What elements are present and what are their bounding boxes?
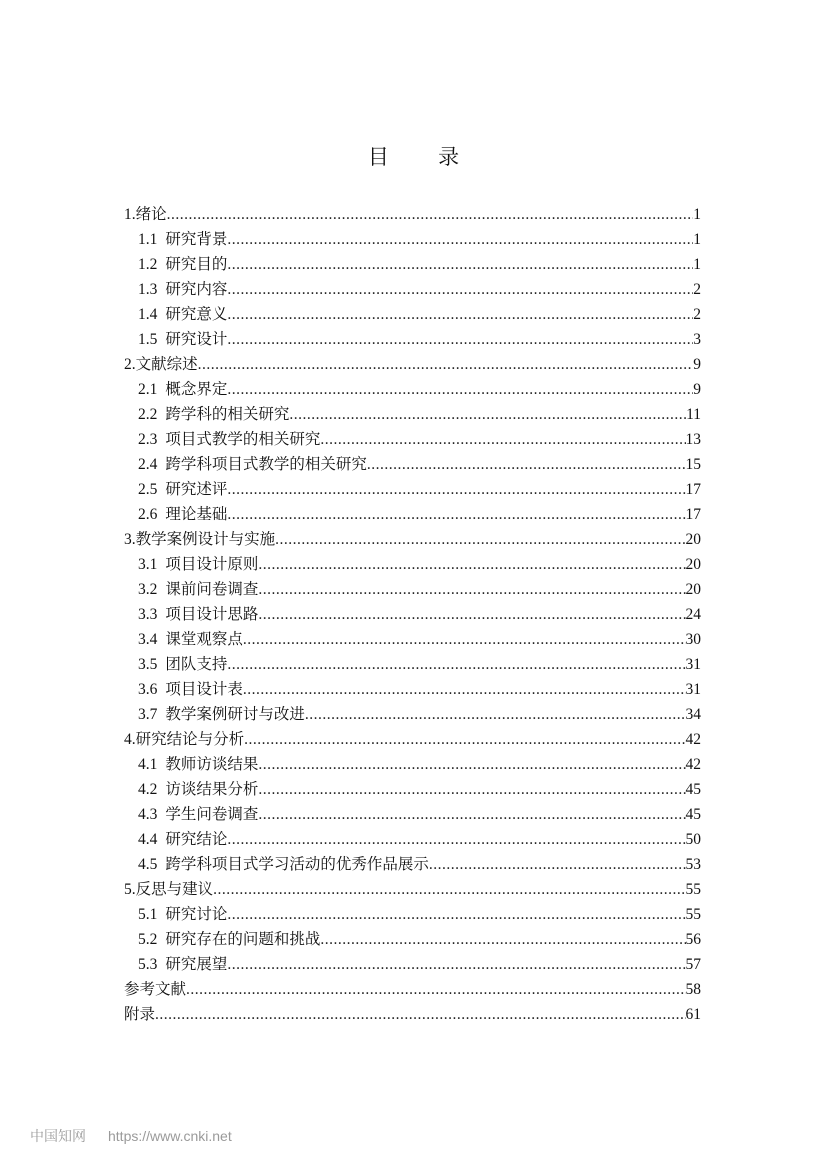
toc-entry-title: 项目设计表 bbox=[165, 681, 243, 698]
toc-dot-leader bbox=[227, 327, 693, 352]
toc-entry[interactable] bbox=[124, 727, 701, 752]
toc-entry-title: 4.研究结论与分析 bbox=[124, 731, 245, 748]
toc-entry[interactable] bbox=[124, 977, 701, 1002]
toc-entry-page: 55 bbox=[685, 881, 701, 898]
toc-dot-leader bbox=[258, 577, 685, 602]
footer-watermark bbox=[30, 1126, 232, 1146]
toc-dot-leader bbox=[258, 602, 685, 627]
toc-entry[interactable] bbox=[124, 802, 701, 827]
toc-dot-leader bbox=[167, 202, 694, 227]
toc-entry-label bbox=[138, 402, 289, 427]
toc-entry[interactable] bbox=[124, 627, 701, 652]
toc-entry-page: 9 bbox=[693, 381, 701, 398]
toc-entry-label bbox=[138, 852, 429, 877]
toc-entry-title: 项目设计思路 bbox=[165, 606, 259, 623]
toc-entry-label bbox=[124, 202, 167, 227]
toc-dot-leader bbox=[227, 652, 685, 677]
toc-dot-leader bbox=[320, 927, 685, 952]
toc-entry-label bbox=[124, 1002, 155, 1027]
toc-entry[interactable] bbox=[124, 252, 701, 277]
toc-entry-title: 研究设计 bbox=[165, 331, 228, 348]
toc-entry-title: 附录 bbox=[124, 1006, 156, 1023]
toc-entry-page: 17 bbox=[685, 506, 701, 523]
toc-entry-label bbox=[138, 652, 227, 677]
toc-entry[interactable] bbox=[124, 427, 701, 452]
toc-entry-label bbox=[138, 927, 320, 952]
toc-entry-title: 研究目的 bbox=[165, 256, 228, 273]
toc-entry-number: 2.4 bbox=[138, 456, 158, 473]
toc-entry-page: 42 bbox=[685, 756, 701, 773]
toc-entry-number: 1.5 bbox=[138, 331, 158, 348]
toc-entry-title: 研究展望 bbox=[165, 956, 228, 973]
page-title: 目 录 bbox=[367, 145, 482, 169]
toc-entry[interactable] bbox=[124, 552, 701, 577]
toc-dot-leader bbox=[227, 477, 685, 502]
toc-entry-number: 4.4 bbox=[138, 831, 158, 848]
toc-entry-page: 34 bbox=[685, 706, 701, 723]
toc-entry-label bbox=[138, 577, 258, 602]
toc-entry-page: 3 bbox=[693, 331, 701, 348]
toc-entry-label bbox=[138, 902, 227, 927]
toc-entry-number: 2.5 bbox=[138, 481, 158, 498]
toc-entry-title: 2.文献综述 bbox=[124, 356, 198, 373]
toc-dot-leader bbox=[258, 777, 685, 802]
toc-entry-title: 研究意义 bbox=[165, 306, 228, 323]
toc-entry-label bbox=[138, 802, 258, 827]
footer-url[interactable]: https://www.cnki.net bbox=[108, 1128, 232, 1144]
toc-entry[interactable] bbox=[124, 777, 701, 802]
toc-dot-leader bbox=[227, 252, 693, 277]
toc-entry-page: 20 bbox=[685, 556, 701, 573]
toc-entry[interactable] bbox=[124, 227, 701, 252]
toc-entry-page: 13 bbox=[685, 431, 701, 448]
toc-entry-title: 参考文献 bbox=[124, 981, 187, 998]
toc-entry-page: 20 bbox=[685, 531, 701, 548]
toc-entry-page: 50 bbox=[685, 831, 701, 848]
toc-entry[interactable] bbox=[124, 752, 701, 777]
toc-entry[interactable] bbox=[124, 577, 701, 602]
toc-entry-title: 项目设计原则 bbox=[165, 556, 259, 573]
toc-entry-number: 3.1 bbox=[138, 556, 158, 573]
toc-entry-number: 4.1 bbox=[138, 756, 158, 773]
toc-entry-page: 17 bbox=[685, 481, 701, 498]
toc-dot-leader bbox=[289, 402, 686, 427]
toc-dot-leader bbox=[429, 852, 686, 877]
toc-entry-title: 跨学科项目式教学的相关研究 bbox=[165, 456, 367, 473]
toc-entry-page: 15 bbox=[685, 456, 701, 473]
toc-entry-number: 3.3 bbox=[138, 606, 158, 623]
toc-dot-leader bbox=[275, 527, 685, 552]
toc-entry-page: 20 bbox=[685, 581, 701, 598]
toc-entry-number: 3.2 bbox=[138, 581, 158, 598]
toc-entry-number: 2.1 bbox=[138, 381, 158, 398]
toc-entry-number: 3.7 bbox=[138, 706, 158, 723]
toc-dot-leader bbox=[320, 427, 685, 452]
toc-entry-number: 2.3 bbox=[138, 431, 158, 448]
toc-entry-number: 5.1 bbox=[138, 906, 158, 923]
toc-entry-title: 课前问卷调查 bbox=[165, 581, 259, 598]
toc-entry-title: 研究述评 bbox=[165, 481, 228, 498]
toc-entry-number: 4.2 bbox=[138, 781, 158, 798]
toc-entry-title: 教师访谈结果 bbox=[165, 756, 259, 773]
toc-entry[interactable] bbox=[124, 827, 701, 852]
toc-entry-label bbox=[138, 777, 258, 802]
toc-dot-leader bbox=[227, 827, 685, 852]
toc-dot-leader bbox=[305, 702, 686, 727]
toc-entry-page: 11 bbox=[686, 406, 701, 423]
toc-dot-leader bbox=[243, 627, 686, 652]
toc-entry-label bbox=[138, 302, 227, 327]
toc-entry[interactable] bbox=[124, 452, 701, 477]
toc-entry-label bbox=[124, 527, 275, 552]
toc-entry-page: 53 bbox=[685, 856, 701, 873]
toc-entry[interactable] bbox=[124, 352, 701, 377]
toc-entry[interactable] bbox=[124, 677, 701, 702]
toc-entry-label bbox=[138, 252, 227, 277]
toc-dot-leader bbox=[227, 902, 685, 927]
toc-entry-page: 1 bbox=[693, 231, 701, 248]
toc-dot-leader bbox=[227, 302, 693, 327]
toc-dot-leader bbox=[244, 727, 685, 752]
toc-dot-leader bbox=[155, 1002, 685, 1027]
toc-entry[interactable] bbox=[124, 477, 701, 502]
toc-entry-label bbox=[138, 952, 227, 977]
toc-entry-page: 24 bbox=[685, 606, 701, 623]
toc-entry-page: 31 bbox=[685, 656, 701, 673]
toc-entry[interactable] bbox=[124, 302, 701, 327]
toc-dot-leader bbox=[258, 552, 685, 577]
toc-entry-page: 30 bbox=[685, 631, 701, 648]
toc-entry-title: 项目式教学的相关研究 bbox=[165, 431, 321, 448]
toc-entry-number: 1.4 bbox=[138, 306, 158, 323]
toc-entry-number: 3.4 bbox=[138, 631, 158, 648]
toc-entry-title: 1.绪论 bbox=[124, 206, 167, 223]
toc-entry-number: 4.5 bbox=[138, 856, 158, 873]
toc-entry-page: 45 bbox=[685, 806, 701, 823]
table-of-contents bbox=[124, 202, 701, 1027]
toc-entry-title: 跨学科项目式学习活动的优秀作品展示 bbox=[165, 856, 429, 873]
toc-entry-label bbox=[124, 977, 186, 1002]
toc-entry-title: 研究讨论 bbox=[165, 906, 228, 923]
toc-entry-number: 5.2 bbox=[138, 931, 158, 948]
toc-entry-number: 1.1 bbox=[138, 231, 158, 248]
toc-entry-label bbox=[124, 727, 244, 752]
toc-entry[interactable] bbox=[124, 527, 701, 552]
toc-entry-label bbox=[138, 502, 227, 527]
toc-entry-title: 理论基础 bbox=[165, 506, 228, 523]
toc-entry-label bbox=[124, 877, 213, 902]
toc-entry-number: 2.2 bbox=[138, 406, 158, 423]
toc-entry-title: 研究背景 bbox=[165, 231, 228, 248]
toc-entry-page: 1 bbox=[693, 206, 701, 223]
toc-entry-number: 5.3 bbox=[138, 956, 158, 973]
toc-dot-leader bbox=[227, 502, 685, 527]
toc-entry[interactable] bbox=[124, 377, 701, 402]
toc-dot-leader bbox=[243, 677, 686, 702]
toc-entry-title: 教学案例研讨与改进 bbox=[165, 706, 305, 723]
toc-entry-title: 访谈结果分析 bbox=[165, 781, 259, 798]
toc-entry-number: 3.5 bbox=[138, 656, 158, 673]
toc-dot-leader bbox=[227, 377, 693, 402]
toc-entry-title: 研究存在的问题和挑战 bbox=[165, 931, 321, 948]
toc-entry-label bbox=[138, 377, 227, 402]
toc-dot-leader bbox=[227, 952, 685, 977]
toc-dot-leader bbox=[213, 877, 685, 902]
toc-entry[interactable] bbox=[124, 502, 701, 527]
toc-dot-leader bbox=[227, 277, 693, 302]
toc-entry-label bbox=[138, 277, 227, 302]
toc-entry-number: 3.6 bbox=[138, 681, 158, 698]
footer-source: 中国知网 bbox=[30, 1128, 86, 1144]
toc-entry-title: 跨学科的相关研究 bbox=[165, 406, 290, 423]
toc-entry-number: 4.3 bbox=[138, 806, 158, 823]
toc-dot-leader bbox=[186, 977, 685, 1002]
toc-dot-leader bbox=[198, 352, 694, 377]
toc-entry-title: 学生问卷调查 bbox=[165, 806, 259, 823]
toc-entry-title: 3.教学案例设计与实施 bbox=[124, 531, 276, 548]
toc-entry-label bbox=[138, 677, 243, 702]
toc-entry-label bbox=[138, 327, 227, 352]
toc-dot-leader bbox=[227, 227, 693, 252]
toc-entry[interactable] bbox=[124, 902, 701, 927]
toc-entry-title: 团队支持 bbox=[165, 656, 228, 673]
toc-entry[interactable] bbox=[124, 852, 701, 877]
toc-entry[interactable] bbox=[124, 202, 701, 227]
toc-dot-leader bbox=[258, 752, 685, 777]
toc-entry-page: 2 bbox=[693, 306, 701, 323]
toc-entry-label bbox=[124, 352, 198, 377]
toc-entry-number: 2.6 bbox=[138, 506, 158, 523]
toc-entry-title: 研究结论 bbox=[165, 831, 228, 848]
toc-entry-label bbox=[138, 552, 258, 577]
toc-entry-label bbox=[138, 627, 243, 652]
toc-entry-page: 2 bbox=[693, 281, 701, 298]
toc-entry-label bbox=[138, 752, 258, 777]
toc-entry-page: 45 bbox=[685, 781, 701, 798]
toc-entry-title: 5.反思与建议 bbox=[124, 881, 214, 898]
toc-entry[interactable] bbox=[124, 927, 701, 952]
toc-entry-page: 57 bbox=[685, 956, 701, 973]
toc-entry-label bbox=[138, 827, 227, 852]
toc-entry-label bbox=[138, 427, 320, 452]
toc-entry-page: 61 bbox=[685, 1006, 701, 1023]
toc-entry-title: 研究内容 bbox=[165, 281, 228, 298]
toc-entry[interactable] bbox=[124, 877, 701, 902]
toc-entry-label bbox=[138, 227, 227, 252]
toc-entry-page: 58 bbox=[685, 981, 701, 998]
toc-entry-page: 1 bbox=[693, 256, 701, 273]
toc-entry-number: 1.2 bbox=[138, 256, 158, 273]
toc-dot-leader bbox=[258, 802, 685, 827]
toc-entry-title: 概念界定 bbox=[165, 381, 228, 398]
toc-entry-page: 55 bbox=[685, 906, 701, 923]
toc-entry-page: 9 bbox=[693, 356, 701, 373]
toc-entry[interactable] bbox=[124, 702, 701, 727]
toc-entry-page: 31 bbox=[685, 681, 701, 698]
toc-entry[interactable] bbox=[124, 327, 701, 352]
toc-entry[interactable] bbox=[124, 402, 701, 427]
toc-entry-number: 1.3 bbox=[138, 281, 158, 298]
toc-entry[interactable] bbox=[124, 602, 701, 627]
toc-entry-label bbox=[138, 702, 305, 727]
toc-entry-page: 42 bbox=[685, 731, 701, 748]
toc-entry[interactable] bbox=[124, 1002, 701, 1027]
toc-entry-label bbox=[138, 452, 367, 477]
toc-entry-title: 课堂观察点 bbox=[165, 631, 243, 648]
toc-entry-label bbox=[138, 477, 227, 502]
toc-dot-leader bbox=[367, 452, 686, 477]
toc-entry[interactable] bbox=[124, 652, 701, 677]
toc-entry-page: 56 bbox=[685, 931, 701, 948]
toc-entry[interactable] bbox=[124, 277, 701, 302]
toc-entry[interactable] bbox=[124, 952, 701, 977]
toc-entry-label bbox=[138, 602, 258, 627]
